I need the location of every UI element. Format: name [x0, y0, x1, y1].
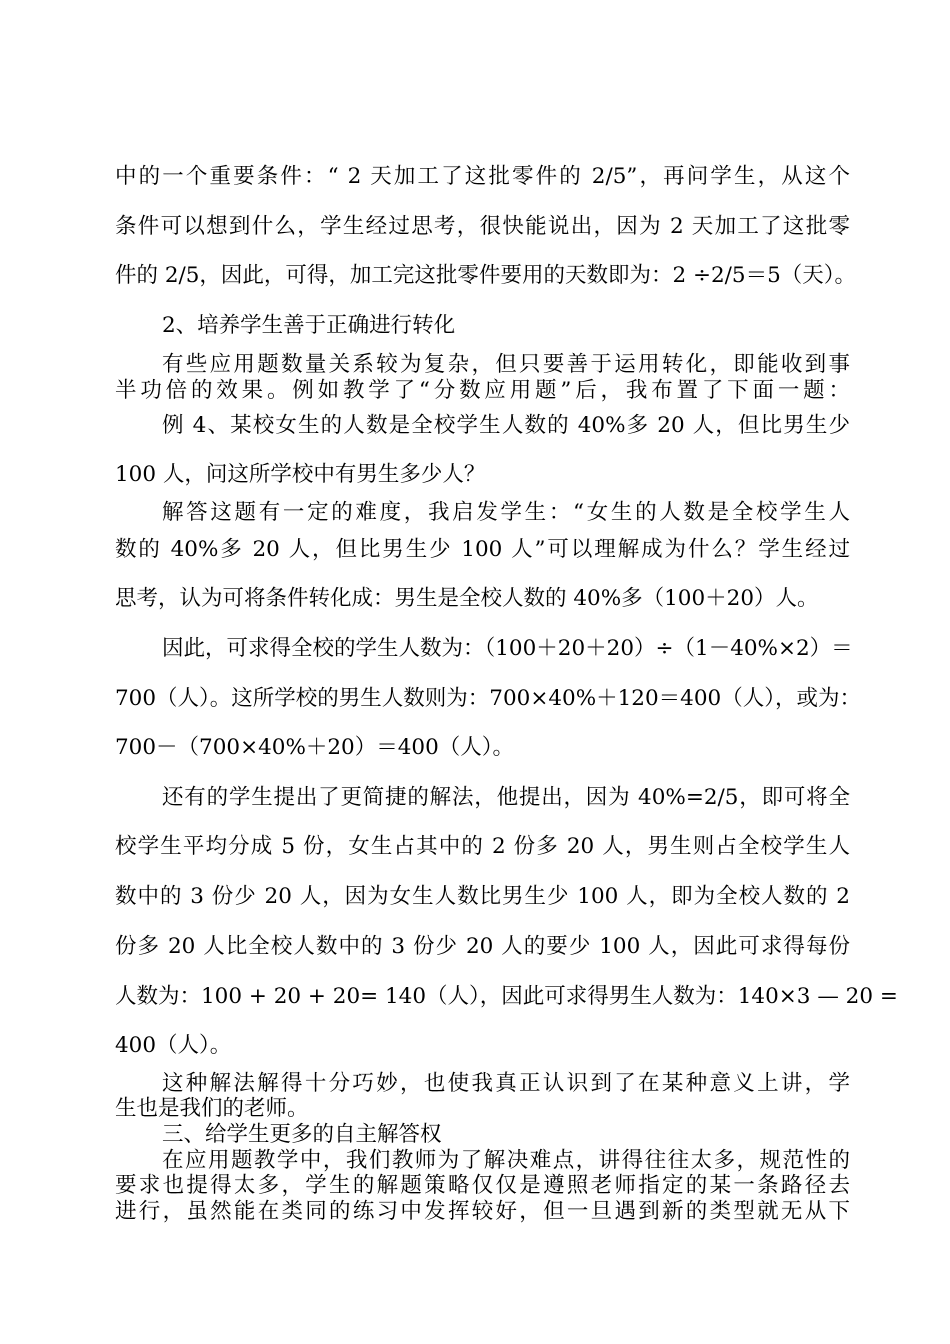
- text-line: 数的 40%多 20 人，但比男生少 100 人”可以理解成为什么？学生经过: [115, 537, 850, 562]
- section-heading: 2、培养学生善于正确进行转化: [162, 313, 456, 338]
- text-line: 700（人）。这所学校的男生人数则为：700×40%＋120＝400（人），或为：: [115, 686, 861, 711]
- text-line: 100 人，问这所学校中有男生多少人？: [115, 462, 486, 487]
- text-line: 件的 2/5，因此，可得，加工完这批零件要用的天数即为：2 ÷2/5＝5（天）。: [115, 263, 856, 288]
- text-line: 半功倍的效果。例如教学了“分数应用题”后，我布置了下面一题：: [115, 378, 850, 403]
- text-line: 思考，认为可将条件转化成：男生是全校人数的 40%多（100＋20）人。: [115, 586, 819, 611]
- text-line: 还有的学生提出了更简捷的解法，他提出，因为 40%=2/5，即可将全: [162, 785, 850, 810]
- section-heading: 三、给学生更多的自主解答权: [162, 1122, 442, 1147]
- text-line: 这种解法解得十分巧妙，也使我真正认识到了在某种意义上讲，学: [162, 1071, 850, 1096]
- text-line: 700－（700×40%＋20）＝400（人）。: [115, 735, 515, 760]
- text-line: 数中的 3 份少 20 人，因为女生人数比男生少 100 人，即为全校人数的 2: [115, 884, 850, 909]
- text-line: 有些应用题数量关系较为复杂，但只要善于运用转化，即能收到事: [162, 352, 850, 377]
- text-line: 例 4、某校女生的人数是全校学生人数的 40%多 20 人，但比男生少: [162, 413, 850, 438]
- text-line: 校学生平均分成 5 份，女生占其中的 2 份多 20 人，男生则占全校学生人: [115, 834, 850, 859]
- text-line: 份多 20 人比全校人数中的 3 份少 20 人的要少 100 人，因此可求得每份: [115, 934, 850, 959]
- text-line: 因此，可求得全校的学生人数为：（100＋20＋20）÷（1－40%×2）＝: [162, 636, 853, 661]
- text-line: 400（人）。: [115, 1033, 232, 1058]
- text-line: 进行，虽然能在类同的练习中发挥较好，但一旦遇到新的类型就无从下: [115, 1199, 850, 1224]
- text-line: 要求也提得太多，学生的解题策略仅仅是遵照老师指定的某一条路径去: [115, 1173, 850, 1198]
- text-line: 解答这题有一定的难度，我启发学生：“女生的人数是全校学生人: [162, 500, 850, 525]
- text-line: 中的一个重要条件：“ 2 天加工了这批零件的 2/5”，再问学生，从这个: [115, 164, 850, 189]
- text-line: 在应用题教学中，我们教师为了解决难点，讲得往往太多，规范性的: [162, 1148, 850, 1173]
- text-line: 生也是我们的老师。: [115, 1096, 309, 1121]
- text-line: 条件可以想到什么，学生经过思考，很快能说出，因为 2 天加工了这批零: [115, 214, 850, 239]
- text-line: 人数为：100 + 20 + 20= 140（人），因此可求得男生人数为：140×3 — 20 =: [115, 984, 898, 1009]
